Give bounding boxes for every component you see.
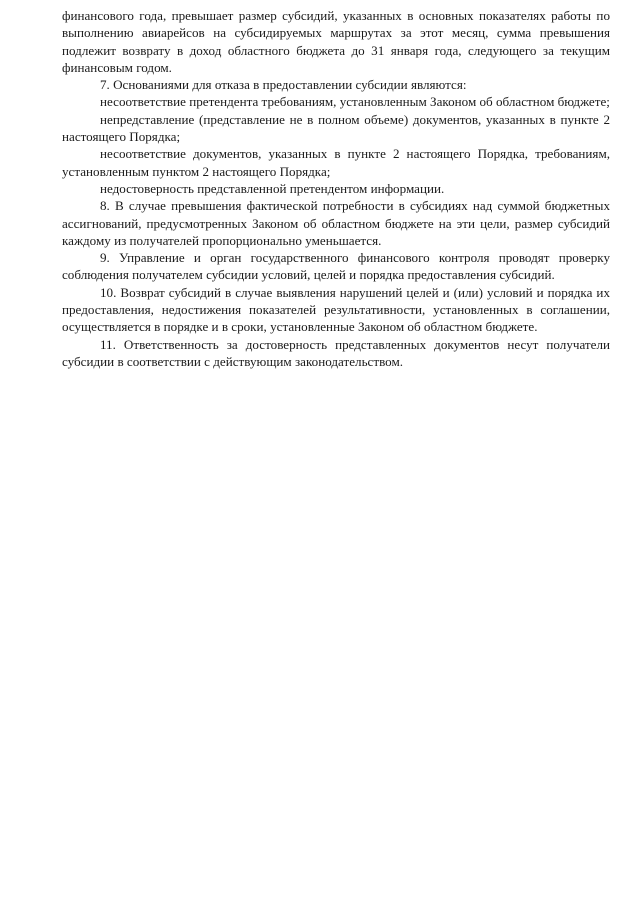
paragraph-item-10: 10. Возврат субсидий в случае выявления нарушений целей и (или) условий и порядка их предоставления, недостижения показателей результативности, установленных в соглашении, осуществляется в порядке и в сроки, установленные Законом об областном бюджете. [62, 284, 610, 335]
paragraph-refusal-reason-1: несоответствие претендента требованиям, установленным Законом об областном бюджете; [100, 94, 610, 110]
paragraph-item-9: 9. Управление и орган государственного финансового контроля проводят проверку соблюдения получателем субсидии условий, целей и порядка предоставления субсидий. [62, 250, 610, 283]
paragraph-item-8: 8. В случае превышения фактической потребности в субсидиях над суммой бюджетных ассигнований, предусмотренных Законом об областном бюджете на эти цели, размер субсидий каждому из получателей пропорционально уменьшается. [62, 198, 610, 248]
paragraph-item-11: 11. Ответственность за достоверность представленных документов несут получатели субсидии в соответствии с действующим законодательством. [62, 336, 610, 369]
document-page [62, 7, 610, 370]
paragraph-refusal-reason-2: непредставление (представление не в полном объеме) документов, указанных в пункте 2 настоящего Порядка; [62, 111, 610, 145]
paragraph-item-7: 7. Основаниями для отказа в предоставлении субсидии являются: [100, 77, 467, 93]
paragraph-refusal-reason-3: несоответствие документов, указанных в пункте 2 настоящего Порядка, требованиям, установленным пунктом 2 настоящего Порядка; [62, 146, 610, 179]
paragraph-continuation: финансового года, превышает размер субсидий, указанных в основных показателях работы по выполнению авиарейсов на субсидируемых маршрутах за этот месяц, сумма превышения подлежит возврату в доход областного бюджета до 31 января года, следующего за текущим финансовым годом. [62, 8, 610, 75]
paragraph-refusal-reason-4: недостоверность представленной претендентом информации. [100, 180, 445, 196]
